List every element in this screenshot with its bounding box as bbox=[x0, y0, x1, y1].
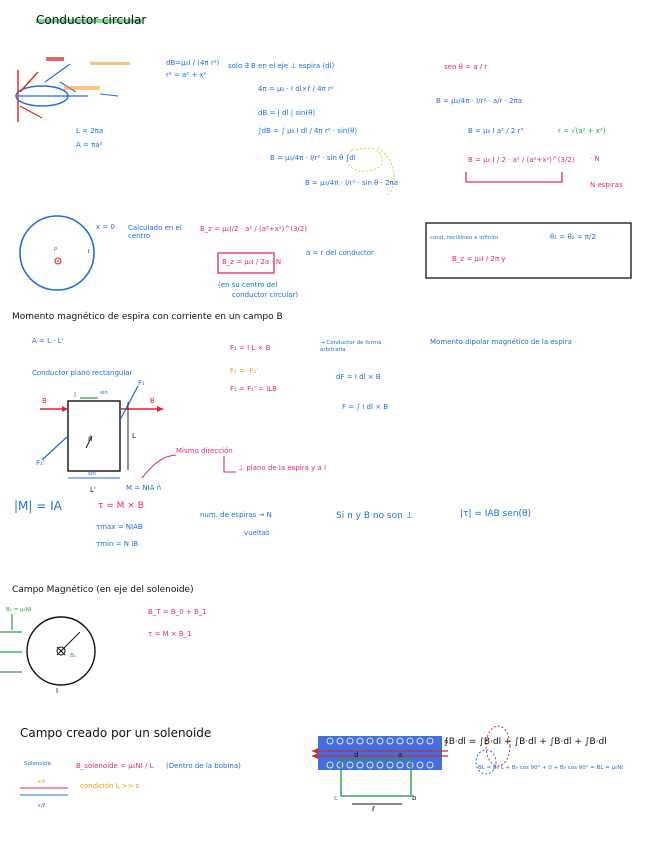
label-b-left: B bbox=[42, 397, 47, 405]
corner-d: d bbox=[354, 751, 359, 759]
dipolar-moment: Momento dipolar magnético de la espira bbox=[430, 338, 572, 346]
center-note-2: conductor circular) bbox=[232, 291, 299, 299]
label-sin-bottom: sin bbox=[88, 471, 96, 477]
df-eq: dF = I dl × B bbox=[336, 373, 381, 381]
solenoide-label: Solenoide bbox=[24, 761, 52, 767]
torque-max: τmax = NIAB bbox=[96, 523, 143, 531]
infinite-conductor-box bbox=[426, 223, 631, 278]
theta-eq: θ₁ = θ₂ = π/2 bbox=[550, 233, 596, 241]
corner-a: a bbox=[398, 751, 403, 759]
label-l: L bbox=[132, 432, 136, 440]
center-note-1: (en su centro del bbox=[218, 281, 278, 289]
circular-loop-diagram bbox=[16, 57, 130, 122]
f-integral: F = ∫ I dl × B bbox=[342, 403, 389, 411]
result-line-2: B = μ₀ I a² / 2 r³ bbox=[468, 127, 524, 135]
force-1: F₁ = I L × B bbox=[230, 344, 271, 352]
eq-db: dB=μ₀I / (4π r²) bbox=[166, 59, 220, 67]
label-i: I bbox=[88, 249, 90, 255]
num-espiras: num. de espiras → N bbox=[200, 511, 272, 519]
force-2: F₁ = -F₁' bbox=[230, 367, 259, 375]
result-line-3: B = μ₀ I / 2 · a² / (a²+x²)^(3/2) bbox=[468, 156, 575, 164]
calculado-text: Calculado en el centro bbox=[128, 224, 182, 241]
ampere-law: ∮B·dl = ∫B·dl + ∫B·dl + ∫B·dl + ∫B·dl bbox=[444, 737, 607, 747]
arbitrary-conductor: → Conductor de forma arbitraria bbox=[320, 340, 382, 353]
label-f1-prime: F₁' bbox=[36, 459, 45, 467]
force-3: F₁ = F₁' = ILB bbox=[230, 385, 277, 393]
section-title-campo-eje: Campo Magnético (en eje del solenoide) bbox=[12, 585, 194, 595]
length-eq: L = 2πa bbox=[76, 127, 104, 135]
a-radius-note: a = r del conductor bbox=[306, 249, 374, 257]
ampere-result: BL = B₀ L + B₀ cos 90° + 0 + B₀ cos 90° = BL = μ₀NI bbox=[478, 765, 623, 771]
solo-text: solo ∃ B en el eje ⊥ espira (dl) bbox=[228, 62, 335, 70]
conductor-plano: Conductor plano rectangular bbox=[32, 369, 133, 377]
bz-general: B_z = μ₀I/2 · a² / (a²+x²)^(3/2) bbox=[200, 225, 307, 233]
label-current: I bbox=[74, 391, 77, 399]
infinite-conductor: cond. rectilíneo e infinito bbox=[430, 235, 499, 241]
deriv-line-5: B = μ₀/4π · I/r² · sin θ · 2πa bbox=[305, 179, 399, 187]
torque-magnitude: |τ| = IAB sen(θ) bbox=[460, 509, 532, 519]
sen-theta: sen θ = a / r bbox=[444, 63, 488, 71]
label-p: P bbox=[54, 247, 58, 253]
spacing-2: ε/ℓ bbox=[38, 803, 46, 809]
label-normal: n̂ bbox=[88, 435, 93, 443]
b1-center-label: B₁ bbox=[70, 653, 76, 659]
b-infinite: B_z = μ₀I / 2π y bbox=[452, 255, 506, 263]
result-line-1: B = μ₀/4π · I/r² · a/r · 2πa bbox=[436, 97, 523, 105]
times-n: · N bbox=[590, 155, 600, 163]
condicion: condición L >> ε bbox=[80, 782, 140, 790]
solenoid-cross-section bbox=[0, 614, 95, 685]
b-total: B_T = B_0 + B_1 bbox=[148, 608, 207, 616]
torque-eq: τ = M × B bbox=[98, 501, 144, 511]
section-title-momento: Momento magnético de espira con corriente en un campo B bbox=[12, 312, 283, 322]
r-equation: r = √(a² + x²) bbox=[558, 127, 606, 135]
deriv-line-2: dB = | dl | sin(θ) bbox=[258, 109, 316, 117]
spacing-1: ε/ℓ bbox=[38, 779, 46, 785]
deriv-line-3: ∫dB = ∫ μ₀ I dl / 4π r² · sin(θ) bbox=[258, 127, 358, 135]
label-sin-top: sin bbox=[100, 390, 108, 396]
rectangular-loop-diagram bbox=[40, 386, 176, 478]
deriv-line-1: 4π = μ₀ · I dl×r̂ / 4π r² bbox=[258, 85, 334, 93]
magnitude-m: |M| = IA bbox=[14, 499, 62, 513]
solenoid-coil-diagram bbox=[312, 736, 448, 804]
torque-b1: τ = M × B_1 bbox=[148, 630, 192, 638]
perp-plane: ⊥ plano de la espira y a I bbox=[238, 464, 327, 472]
x-zero: x = 0 bbox=[96, 223, 115, 231]
section-title-solenoide: Campo creado por un solenoide bbox=[20, 726, 212, 740]
area-eq: A = πa² bbox=[76, 141, 103, 149]
vueltas: vueltas bbox=[244, 529, 270, 537]
torque-min: τmin = N IB bbox=[96, 540, 139, 548]
bz-boxed: B_z = μ₀I / 2a · N bbox=[222, 258, 282, 266]
b-solenoide: B_solenoide = μ₀NI / L bbox=[76, 762, 154, 770]
area-ll: A = L · L' bbox=[32, 337, 64, 345]
length-l: ℓ bbox=[372, 805, 375, 813]
label-lprime: L' bbox=[90, 486, 96, 494]
label-f1: F₁ bbox=[138, 379, 145, 387]
mismo-direccion: Mismo dirección bbox=[176, 447, 233, 455]
corner-c: c bbox=[334, 794, 338, 802]
si-condition: Si n y B no son ⊥ bbox=[336, 511, 414, 521]
mu-eq: M = NIA n̂ bbox=[126, 484, 162, 492]
label-b-right: B bbox=[150, 397, 155, 405]
dentro-bobina: (Dentro de la bobina) bbox=[166, 762, 241, 770]
current-label: I bbox=[56, 687, 59, 695]
n-espiras: N espiras bbox=[590, 181, 623, 189]
eq-r: r² = a² + x² bbox=[166, 71, 207, 79]
b1-label: B₁ = μ₀NI bbox=[6, 607, 32, 613]
deriv-line-4: B = μ₀/4π · I/r² · sin θ ∫dl bbox=[270, 154, 356, 162]
section-title-conductor-circular: Conductor circular bbox=[36, 13, 147, 27]
corner-b: b bbox=[412, 794, 417, 802]
